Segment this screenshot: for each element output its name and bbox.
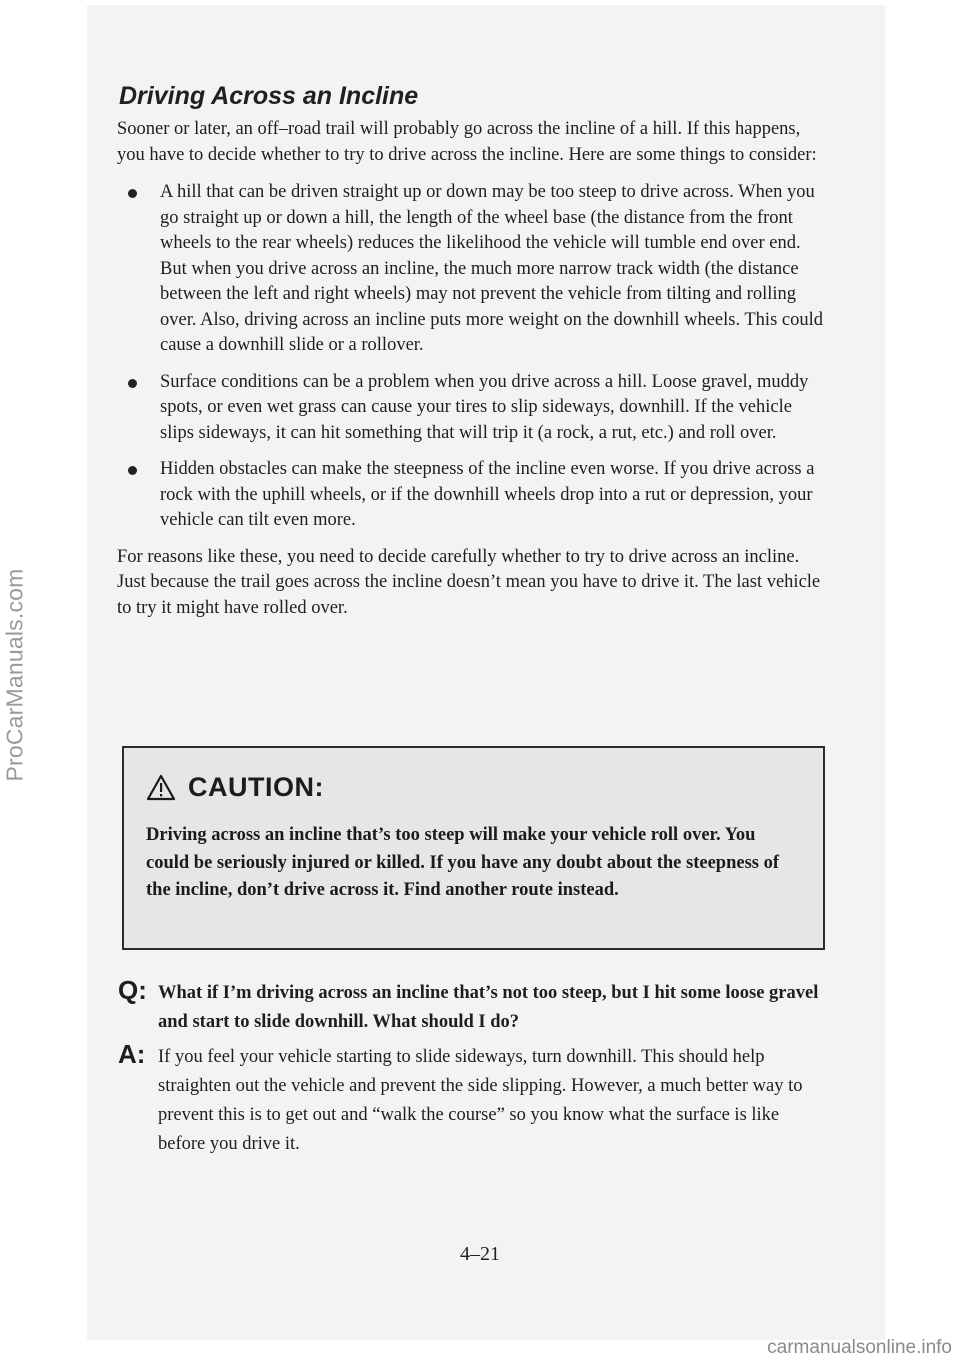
list-item bbox=[117, 457, 825, 534]
list-item-text: A hill that can be driven straight up or down may be too steep to drive across. When you go straight up or down a hill, the length of the wheel base (the distance from the front wheels to the rear wheels) reduces the likelihood the vehicle will tumble end over end. But when you drive across an incline, the much more narrow track width (the distance between the left and right wheels) may not prevent the vehicle from tilting and rolling over. Also, driving across an incline puts more weight on the downhill wheels. This could cause a downhill slide or a rollover. bbox=[160, 182, 823, 355]
caution-text: Driving across an incline that’s too steep will make your vehicle roll over. You could be seriously injured or killed. If you have any doubt about the steepness of the incline, don’t drive across it. Find another route instead. bbox=[146, 825, 780, 900]
answer-mark-label: A: bbox=[118, 1039, 146, 1069]
caution-title: CAUTION: bbox=[188, 772, 324, 802]
main-content bbox=[117, 82, 825, 621]
question-block bbox=[118, 975, 828, 1037]
answer-text: If you feel your vehicle starting to slide sideways, turn downhill. This should help straighten out the vehicle and prevent the side slipping. However, a much better way to prevent this is to get out and “walk the course” so you know what the surface is like before you drive it. bbox=[158, 1047, 803, 1154]
caution-box bbox=[122, 746, 825, 950]
list-item-text: Surface conditions can be a problem when you drive across a hill. Loose gravel, muddy spots, or even wet grass can cause your tires to slip sideways, downhill. If the vehicle slips sideways, it can hit something that will trip it (a rock, a rut, etc.) and roll over. bbox=[160, 371, 809, 443]
considerations-list bbox=[117, 180, 825, 534]
section-title: Driving Across an Incline bbox=[119, 82, 419, 110]
list-item-text: Hidden obstacles can make the steepness of the incline even worse. If you drive across a rock with the uphill wheels, or if the downhill wheels drop into a rut or depression, your vehicle can tilt even more. bbox=[160, 459, 815, 530]
bottom-watermark: carmanualsonline.info bbox=[767, 1337, 952, 1358]
caution-header bbox=[146, 772, 324, 803]
question-text: What if I’m driving across an incline that’s not too steep, but I hit some loose gravel and start to slide downhill. What should I do? bbox=[158, 983, 819, 1032]
page-number: 4–21 bbox=[460, 1243, 500, 1265]
intro-paragraph: Sooner or later, an off–road trail will probably go across the incline of a hill. If this happens, you have to decide whether to try to drive across the incline. Here are some things to consider: bbox=[117, 119, 817, 165]
bullet-icon bbox=[128, 379, 137, 388]
answer-block bbox=[118, 1039, 828, 1159]
side-watermark bbox=[0, 555, 30, 795]
list-item bbox=[117, 180, 825, 359]
side-watermark-text: ProCarManuals.com bbox=[1, 568, 28, 782]
warning-triangle-icon bbox=[146, 774, 176, 801]
list-item bbox=[117, 370, 825, 447]
bullet-icon bbox=[128, 189, 137, 198]
bullet-icon bbox=[128, 466, 137, 475]
conclusion-paragraph: For reasons like these, you need to decide carefully whether to try to drive across an incline. Just because the trail goes across the incline doesn’t mean you have to drive it. The last vehicle to try it might have rolled over. bbox=[117, 546, 821, 618]
question-mark-label: Q: bbox=[118, 975, 147, 1005]
